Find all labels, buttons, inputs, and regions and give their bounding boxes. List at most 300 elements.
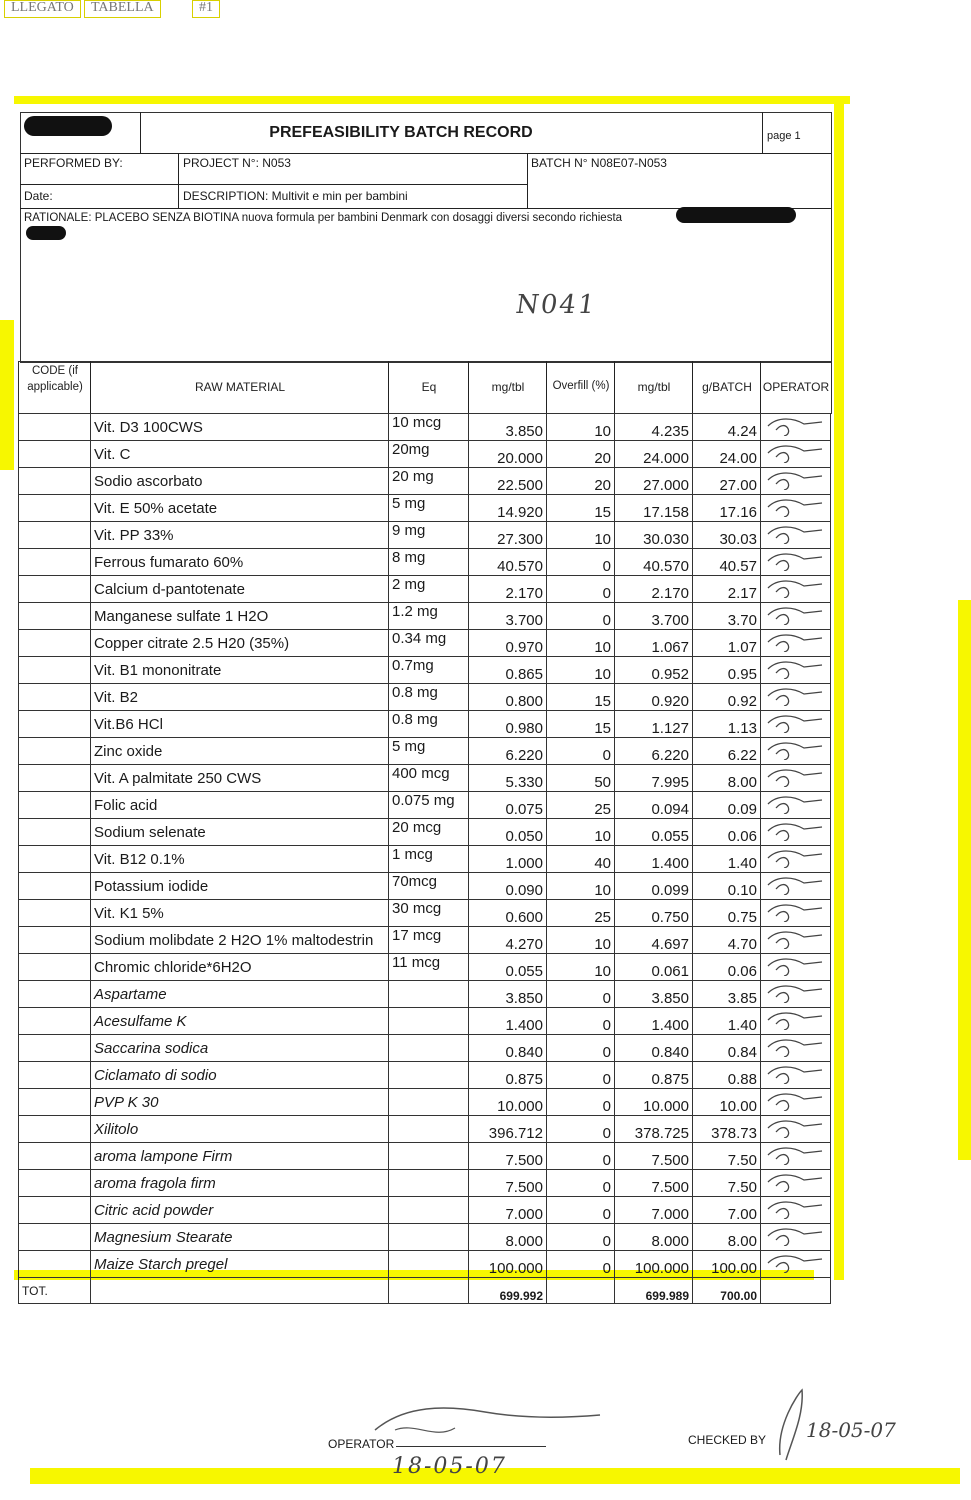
colsep-1 xyxy=(90,361,91,413)
table-row xyxy=(19,792,831,819)
code-cell xyxy=(19,981,91,1008)
mg-tbl-2-cell: 27.000 xyxy=(615,468,693,495)
mg-tbl-2-cell: 4.235 xyxy=(615,414,693,441)
overfill-cell: 10 xyxy=(547,927,615,954)
code-cell xyxy=(19,900,91,927)
code-cell xyxy=(19,468,91,495)
totals-g-batch: 700.00 xyxy=(693,1278,761,1304)
overfill-cell: 0 xyxy=(547,1224,615,1251)
eq-cell: 1 mcg xyxy=(389,846,469,873)
g-batch-cell: 1.40 xyxy=(693,1008,761,1035)
material-cell: Potassium iodide xyxy=(91,873,389,900)
batch-label: BATCH N° N08E07-N053 xyxy=(531,156,667,170)
eq-cell: 5 mg xyxy=(389,738,469,765)
code-cell xyxy=(19,576,91,603)
operator-initials xyxy=(761,1089,831,1116)
material-cell: Vit. C xyxy=(91,441,389,468)
overfill-cell: 0 xyxy=(547,576,615,603)
overfill-cell: 10 xyxy=(547,414,615,441)
g-batch-cell: 27.00 xyxy=(693,468,761,495)
header-divider-v4 xyxy=(527,153,528,209)
description-label: DESCRIPTION: Multivit e min per bambini xyxy=(183,189,408,203)
g-batch-cell: 3.70 xyxy=(693,603,761,630)
material-cell: Magnesium Stearate xyxy=(91,1224,389,1251)
mg-tbl-cell: 0.865 xyxy=(469,657,547,684)
highlight-top xyxy=(14,96,850,104)
g-batch-cell: 7.00 xyxy=(693,1197,761,1224)
page-title: PREFEASIBILITY BATCH RECORD xyxy=(269,124,533,141)
operator-initials xyxy=(761,819,831,846)
operator-initials xyxy=(761,792,831,819)
table-row xyxy=(19,522,831,549)
material-cell: Citric acid powder xyxy=(91,1197,389,1224)
material-cell: Sodium selenate xyxy=(91,819,389,846)
g-batch-cell: 2.17 xyxy=(693,576,761,603)
mg-tbl-2-cell: 7.500 xyxy=(615,1143,693,1170)
totals-label: TOT. xyxy=(19,1278,91,1304)
g-batch-cell: 0.88 xyxy=(693,1062,761,1089)
colsep-5 xyxy=(614,361,615,413)
eq-cell: 0.075 mg xyxy=(389,792,469,819)
table-row xyxy=(19,495,831,522)
table-row xyxy=(19,1116,831,1143)
operator-initials xyxy=(761,414,831,441)
table-row xyxy=(19,468,831,495)
eq-cell xyxy=(389,981,469,1008)
material-cell: Vit. B2 xyxy=(91,684,389,711)
mg-tbl-cell: 0.980 xyxy=(469,711,547,738)
mg-tbl-2-cell: 1.127 xyxy=(615,711,693,738)
highlight-far-right xyxy=(958,600,971,1160)
eq-cell xyxy=(389,1143,469,1170)
eq-cell: 9 mg xyxy=(389,522,469,549)
mg-tbl-2-cell: 100.000 xyxy=(615,1251,693,1278)
operator-initials xyxy=(761,981,831,1008)
mg-tbl-cell: 14.920 xyxy=(469,495,547,522)
overfill-cell: 15 xyxy=(547,684,615,711)
mg-tbl-2-cell: 4.697 xyxy=(615,927,693,954)
operator-initials xyxy=(761,846,831,873)
material-cell: Saccarina sodica xyxy=(91,1035,389,1062)
g-batch-cell: 6.22 xyxy=(693,738,761,765)
code-cell xyxy=(19,1062,91,1089)
table-row xyxy=(19,765,831,792)
eq-cell xyxy=(389,1251,469,1278)
column-header-code: CODE (if applicable) xyxy=(27,365,83,393)
material-cell: Chromic chloride*6H2O xyxy=(91,954,389,981)
operator-initials xyxy=(761,1170,831,1197)
table-row xyxy=(19,819,831,846)
column-header-mg-tbl-2: mg/tbl xyxy=(637,380,671,394)
g-batch-cell: 1.40 xyxy=(693,846,761,873)
mg-tbl-cell: 7.500 xyxy=(469,1143,547,1170)
table-row xyxy=(19,1008,831,1035)
g-batch-cell: 30.03 xyxy=(693,522,761,549)
g-batch-cell: 17.16 xyxy=(693,495,761,522)
table-row xyxy=(19,1062,831,1089)
mg-tbl-cell: 3.850 xyxy=(469,414,547,441)
material-cell: Vit. PP 33% xyxy=(91,522,389,549)
material-cell: aroma lampone Firm xyxy=(91,1143,389,1170)
checked-date: 18-05-07 xyxy=(806,1418,896,1442)
top-label-tabella: TABELLA xyxy=(84,0,161,18)
g-batch-cell: 1.07 xyxy=(693,630,761,657)
overfill-cell: 0 xyxy=(547,1062,615,1089)
eq-cell: 1.2 mg xyxy=(389,603,469,630)
mg-tbl-2-cell: 3.850 xyxy=(615,981,693,1008)
operator-initials xyxy=(761,738,831,765)
mg-tbl-2-cell: 17.158 xyxy=(615,495,693,522)
overfill-cell: 0 xyxy=(547,738,615,765)
code-cell xyxy=(19,1035,91,1062)
overfill-cell: 0 xyxy=(547,981,615,1008)
material-cell: PVP K 30 xyxy=(91,1089,389,1116)
mg-tbl-cell: 2.170 xyxy=(469,576,547,603)
eq-cell: 11 mcg xyxy=(389,954,469,981)
highlight-left xyxy=(0,320,14,470)
code-cell xyxy=(19,1143,91,1170)
table-row xyxy=(19,711,831,738)
code-cell xyxy=(19,684,91,711)
mg-tbl-cell: 1.000 xyxy=(469,846,547,873)
g-batch-cell: 0.75 xyxy=(693,900,761,927)
code-cell xyxy=(19,603,91,630)
overfill-cell: 40 xyxy=(547,846,615,873)
mg-tbl-2-cell: 0.099 xyxy=(615,873,693,900)
mg-tbl-cell: 0.050 xyxy=(469,819,547,846)
top-label-allegato: LLEGATO xyxy=(4,0,81,18)
mg-tbl-2-cell: 10.000 xyxy=(615,1089,693,1116)
mg-tbl-2-cell: 1.067 xyxy=(615,630,693,657)
operator-initials xyxy=(761,657,831,684)
operator-initials xyxy=(761,711,831,738)
column-header-g-batch: g/BATCH xyxy=(702,380,752,394)
operator-initials xyxy=(761,603,831,630)
mg-tbl-cell: 100.000 xyxy=(469,1251,547,1278)
code-cell xyxy=(19,1089,91,1116)
overfill-cell: 20 xyxy=(547,468,615,495)
mg-tbl-2-cell: 0.055 xyxy=(615,819,693,846)
material-cell: Acesulfame K xyxy=(91,1008,389,1035)
highlight-right xyxy=(834,100,844,1280)
header-frame xyxy=(20,112,832,363)
code-cell xyxy=(19,657,91,684)
material-cell: Zinc oxide xyxy=(91,738,389,765)
table-row xyxy=(19,1035,831,1062)
mg-tbl-cell: 0.075 xyxy=(469,792,547,819)
mg-tbl-2-cell: 6.220 xyxy=(615,738,693,765)
mg-tbl-cell: 8.000 xyxy=(469,1224,547,1251)
mg-tbl-2-cell: 0.952 xyxy=(615,657,693,684)
g-batch-cell: 0.95 xyxy=(693,657,761,684)
code-cell xyxy=(19,1224,91,1251)
g-batch-cell: 378.73 xyxy=(693,1116,761,1143)
table-row xyxy=(19,981,831,1008)
table-row xyxy=(19,846,831,873)
overfill-cell: 10 xyxy=(547,954,615,981)
page-number: page 1 xyxy=(767,130,801,142)
table-row xyxy=(19,1143,831,1170)
header-divider-v2 xyxy=(762,112,763,154)
operator-initials xyxy=(761,576,831,603)
eq-cell: 8 mg xyxy=(389,549,469,576)
material-cell: Copper citrate 2.5 H20 (35%) xyxy=(91,630,389,657)
g-batch-cell: 0.06 xyxy=(693,954,761,981)
g-batch-cell: 0.10 xyxy=(693,873,761,900)
material-cell: Vit.B6 HCl xyxy=(91,711,389,738)
performed-by-label: PERFORMED BY: xyxy=(24,156,123,170)
table-row xyxy=(19,630,831,657)
operator-initials xyxy=(761,684,831,711)
table-row xyxy=(19,576,831,603)
table-row xyxy=(19,657,831,684)
eq-cell xyxy=(389,1116,469,1143)
eq-cell: 0.8 mg xyxy=(389,711,469,738)
g-batch-cell: 0.92 xyxy=(693,684,761,711)
raw-material-table xyxy=(18,413,831,1304)
operator-initials xyxy=(761,765,831,792)
material-cell: aroma fragola firm xyxy=(91,1170,389,1197)
g-batch-cell: 0.09 xyxy=(693,792,761,819)
operator-label: OPERATOR xyxy=(328,1437,395,1451)
mg-tbl-cell: 0.800 xyxy=(469,684,547,711)
mg-tbl-cell: 7.500 xyxy=(469,1170,547,1197)
totals-eq-blank xyxy=(389,1278,469,1304)
code-cell xyxy=(19,414,91,441)
code-cell xyxy=(19,549,91,576)
mg-tbl-cell: 0.055 xyxy=(469,954,547,981)
mg-tbl-2-cell: 24.000 xyxy=(615,441,693,468)
operator-initials xyxy=(761,549,831,576)
code-cell xyxy=(19,1008,91,1035)
totals-overfill-blank xyxy=(547,1278,615,1304)
table-row xyxy=(19,684,831,711)
overfill-cell: 0 xyxy=(547,1251,615,1278)
overfill-cell: 10 xyxy=(547,819,615,846)
header-divider-h1 xyxy=(20,153,831,154)
operator-initials xyxy=(761,441,831,468)
mg-tbl-cell: 0.090 xyxy=(469,873,547,900)
eq-cell: 30 mcg xyxy=(389,900,469,927)
checked-by-label: CHECKED BY xyxy=(688,1433,767,1447)
table-row xyxy=(19,954,831,981)
table-row xyxy=(19,603,831,630)
overfill-cell: 15 xyxy=(547,495,615,522)
code-cell xyxy=(19,873,91,900)
operator-initials xyxy=(761,1008,831,1035)
mg-tbl-cell: 27.300 xyxy=(469,522,547,549)
code-cell xyxy=(19,1251,91,1278)
mg-tbl-2-cell: 7.995 xyxy=(615,765,693,792)
eq-cell: 400 mcg xyxy=(389,765,469,792)
eq-cell: 10 mcg xyxy=(389,414,469,441)
material-cell: Vit. A palmitate 250 CWS xyxy=(91,765,389,792)
material-cell: Xilitolo xyxy=(91,1116,389,1143)
code-cell xyxy=(19,711,91,738)
eq-cell: 17 mcg xyxy=(389,927,469,954)
code-cell xyxy=(19,846,91,873)
mg-tbl-2-cell: 0.875 xyxy=(615,1062,693,1089)
material-cell: Manganese sulfate 1 H2O xyxy=(91,603,389,630)
date-label: Date: xyxy=(24,189,53,203)
mg-tbl-cell: 0.970 xyxy=(469,630,547,657)
mg-tbl-2-cell: 0.840 xyxy=(615,1035,693,1062)
g-batch-cell: 3.85 xyxy=(693,981,761,1008)
table-row xyxy=(19,1197,831,1224)
material-cell: Ferrous fumarato 60% xyxy=(91,549,389,576)
g-batch-cell: 4.70 xyxy=(693,927,761,954)
mg-tbl-2-cell: 1.400 xyxy=(615,846,693,873)
material-cell: Vit. B12 0.1% xyxy=(91,846,389,873)
material-cell: Aspartame xyxy=(91,981,389,1008)
code-cell xyxy=(19,630,91,657)
table-row xyxy=(19,873,831,900)
table-row xyxy=(19,549,831,576)
mg-tbl-2-cell: 7.000 xyxy=(615,1197,693,1224)
eq-cell xyxy=(389,1035,469,1062)
eq-cell: 0.7mg xyxy=(389,657,469,684)
column-header-overfill: Overfill (%) xyxy=(552,380,610,392)
mg-tbl-2-cell: 40.570 xyxy=(615,549,693,576)
redacted-logo xyxy=(24,116,112,136)
g-batch-cell: 8.00 xyxy=(693,765,761,792)
header-divider-v3 xyxy=(178,153,179,209)
code-cell xyxy=(19,765,91,792)
eq-cell xyxy=(389,1089,469,1116)
mg-tbl-cell: 3.700 xyxy=(469,603,547,630)
operator-initials xyxy=(761,1035,831,1062)
mg-tbl-cell: 1.400 xyxy=(469,1008,547,1035)
eq-cell: 20 mcg xyxy=(389,819,469,846)
mg-tbl-2-cell: 0.061 xyxy=(615,954,693,981)
overfill-cell: 0 xyxy=(547,1035,615,1062)
mg-tbl-2-cell: 1.400 xyxy=(615,1008,693,1035)
material-cell: Sodio ascorbato xyxy=(91,468,389,495)
mg-tbl-cell: 7.000 xyxy=(469,1197,547,1224)
g-batch-cell: 40.57 xyxy=(693,549,761,576)
g-batch-cell: 4.24 xyxy=(693,414,761,441)
g-batch-cell: 1.13 xyxy=(693,711,761,738)
overfill-cell: 25 xyxy=(547,900,615,927)
operator-initials xyxy=(761,1062,831,1089)
handwritten-note: N041 xyxy=(513,290,599,320)
mg-tbl-cell: 0.600 xyxy=(469,900,547,927)
mg-tbl-cell: 40.570 xyxy=(469,549,547,576)
g-batch-cell: 0.84 xyxy=(693,1035,761,1062)
overfill-cell: 10 xyxy=(547,522,615,549)
overfill-cell: 0 xyxy=(547,549,615,576)
table-row xyxy=(19,1251,831,1278)
code-cell xyxy=(19,819,91,846)
mg-tbl-cell: 5.330 xyxy=(469,765,547,792)
mg-tbl-2-cell: 3.700 xyxy=(615,603,693,630)
overfill-cell: 0 xyxy=(547,1170,615,1197)
operator-initials xyxy=(761,522,831,549)
mg-tbl-2-cell: 7.500 xyxy=(615,1170,693,1197)
overfill-cell: 50 xyxy=(547,765,615,792)
g-batch-cell: 7.50 xyxy=(693,1170,761,1197)
eq-cell xyxy=(389,1170,469,1197)
operator-initials xyxy=(761,630,831,657)
colsep-4 xyxy=(546,361,547,413)
overfill-cell: 10 xyxy=(547,630,615,657)
g-batch-cell: 24.00 xyxy=(693,441,761,468)
colsep-3 xyxy=(468,361,469,413)
material-cell: Vit. E 50% acetate xyxy=(91,495,389,522)
code-cell xyxy=(19,1116,91,1143)
mg-tbl-cell: 22.500 xyxy=(469,468,547,495)
rationale-text: RATIONALE: PLACEBO SENZA BIOTINA nuova formula per bambini Denmark con dosaggi diversi secondo richiesta xyxy=(24,212,623,224)
eq-cell: 70mcg xyxy=(389,873,469,900)
g-batch-cell: 100.00 xyxy=(693,1251,761,1278)
mg-tbl-2-cell: 0.094 xyxy=(615,792,693,819)
code-cell xyxy=(19,441,91,468)
top-label-number: #1 xyxy=(192,0,220,18)
mg-tbl-cell: 0.875 xyxy=(469,1062,547,1089)
mg-tbl-cell: 6.220 xyxy=(469,738,547,765)
mg-tbl-cell: 4.270 xyxy=(469,927,547,954)
eq-cell xyxy=(389,1197,469,1224)
colsep-2 xyxy=(388,361,389,413)
mg-tbl-2-cell: 8.000 xyxy=(615,1224,693,1251)
code-cell xyxy=(19,522,91,549)
colsep-7 xyxy=(760,361,761,413)
overfill-cell: 0 xyxy=(547,1143,615,1170)
code-cell xyxy=(19,954,91,981)
mg-tbl-2-cell: 2.170 xyxy=(615,576,693,603)
material-cell: Ciclamato di sodio xyxy=(91,1062,389,1089)
eq-cell: 5 mg xyxy=(389,495,469,522)
overfill-cell: 0 xyxy=(547,1008,615,1035)
column-header-mg-tbl: mg/tbl xyxy=(491,380,525,394)
operator-initials xyxy=(761,1251,831,1278)
overfill-cell: 0 xyxy=(547,1116,615,1143)
operator-initials xyxy=(761,468,831,495)
table-row xyxy=(19,927,831,954)
mg-tbl-2-cell: 378.725 xyxy=(615,1116,693,1143)
mg-tbl-cell: 3.850 xyxy=(469,981,547,1008)
g-batch-cell: 10.00 xyxy=(693,1089,761,1116)
g-batch-cell: 8.00 xyxy=(693,1224,761,1251)
operator-initials xyxy=(761,495,831,522)
operator-initials xyxy=(761,1197,831,1224)
eq-cell: 0.34 mg xyxy=(389,630,469,657)
overfill-cell: 20 xyxy=(547,441,615,468)
mg-tbl-2-cell: 0.920 xyxy=(615,684,693,711)
totals-mg-tbl: 699.992 xyxy=(469,1278,547,1304)
operator-initials xyxy=(761,1224,831,1251)
column-header-operator: OPERATOR xyxy=(762,380,830,394)
mg-tbl-2-cell: 0.750 xyxy=(615,900,693,927)
operator-date: 18-05-07 xyxy=(392,1454,507,1479)
redacted-rationale xyxy=(676,207,796,223)
mg-tbl-cell: 0.840 xyxy=(469,1035,547,1062)
totals-row xyxy=(19,1278,831,1304)
eq-cell xyxy=(389,1062,469,1089)
table-row xyxy=(19,900,831,927)
material-cell: Folic acid xyxy=(91,792,389,819)
eq-cell xyxy=(389,1224,469,1251)
table-row xyxy=(19,441,831,468)
code-cell xyxy=(19,738,91,765)
operator-initials xyxy=(761,927,831,954)
colsep-6 xyxy=(692,361,693,413)
operator-initials xyxy=(761,1116,831,1143)
material-cell: Sodium molibdate 2 H2O 1% maltodestrin xyxy=(91,927,389,954)
mg-tbl-cell: 10.000 xyxy=(469,1089,547,1116)
totals-operator-blank xyxy=(761,1278,831,1304)
table-row xyxy=(19,414,831,441)
